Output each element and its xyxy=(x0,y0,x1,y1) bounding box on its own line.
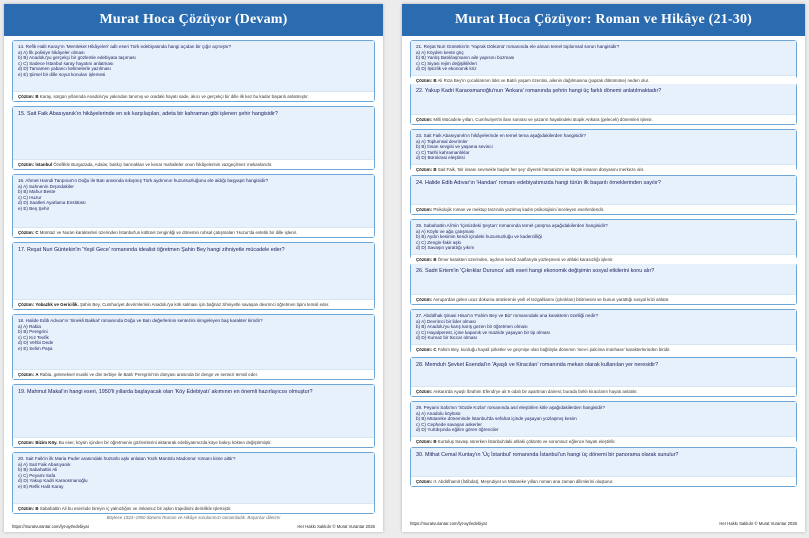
question-text: 30. Mithat Cemal Kuntay'ın 'Üç İstanbul' romanında İstanbul'un hangi üç dönemi bir panorama olarak sunulur? xyxy=(411,448,796,476)
solution-label: Çözüm: xyxy=(18,161,35,167)
question-card xyxy=(410,447,797,487)
solution-key: B xyxy=(35,505,39,511)
solution-label: Çözüm: xyxy=(18,93,35,99)
solution-label: Çözüm: xyxy=(416,116,433,122)
solution-text: Fahim Bey, kurduğu hayali şirketler ve geçmişe olan bağlılıyla dönemin 'mev-i palcima münhase' karakterlerinden biridir. xyxy=(437,346,671,352)
question-card xyxy=(410,40,797,83)
question-text: 18. Halide Edib Adıvar'ın 'Sinekli Bakkal' romanında Doğu ve Batı değerlerinin sentezini simgeleyen baş karakter kimdir? a) A) Rabia b) B) Peregrini c) C) Kız Tevfik d) D) Vehbi Dede e) E) Selim Paşa xyxy=(13,315,374,369)
solution-key: Bizim Köy. xyxy=(35,439,58,445)
solution-label: Çözüm: xyxy=(416,478,433,484)
question-text: 15. Sait Faik Abasıyanık'ın hikâyelerinde en sık karşılaşılan, adeta bir kahraman gibi işlenen şehir hangisidir? xyxy=(13,107,374,159)
question-card xyxy=(12,242,375,310)
solution-label: Çözüm: xyxy=(416,438,433,444)
solution xyxy=(13,503,374,513)
solution-text: Avrupa'dan gelen ucuz dokuma ürünlerinin yerli el tezgahlarını (çıkrıkları) bitirmesini ve bunun yarattığı sosyal krizi anlatır. xyxy=(433,296,670,302)
solution-text: Sabahattin Ali bu eserinde bireyin iç yalnızlığını ve imkansız bir aşkın trajedisini derinlikle işlemiştir. xyxy=(39,505,232,511)
question-card xyxy=(410,401,797,443)
question-card xyxy=(12,106,375,170)
footer-copyright: Her Hakkı Saklıdır © Murat Vurantar 2026 xyxy=(719,521,797,526)
solution-key: B xyxy=(433,256,437,262)
solution-key: B xyxy=(433,77,437,83)
question-card xyxy=(12,452,375,514)
solution-key: B xyxy=(433,438,437,444)
solution-label: Çözüm: xyxy=(18,371,35,377)
solution-text: Mümtaz ve Nuran karakterleri üzerinden İstanbul'un kültürel zenginliği ve dönemin ruhsal çatışmaları 'Huzur'da estetik bir dille işlenir. xyxy=(39,229,298,235)
page-title: Murat Hoca Çözüyor: Roman ve Hikâye (21-30) xyxy=(402,4,805,36)
question-card xyxy=(12,40,375,102)
solution-text: Şahin Bey, Cumhuriyet devrimlerinin Anadolu'ya kök salması için bağnaz zihniyetle savaşan devrimci öğretmen tipini temsil eder. xyxy=(79,301,330,307)
solution-key: B xyxy=(35,93,39,99)
solution xyxy=(411,386,796,396)
question-text: 29. Peyami Safa'nın 'Sözde Kızlar' romanında asıl eleştirilen kitle aşağıdakilerden hangisidir? a) A) Anadolu köylüsü b) B) Mütareke döneminde İstanbul'da sefahat içinde yaşayan yozlaşmış kesim c) C) Cephede savaşan askerler d) D) Yurtdışında eğitim gören öğrenciler xyxy=(411,402,796,436)
solution-text: Ankara'da Ayaşlı İbrahim Efendi'ye ait 9 odalı bir apartman dairesi; burada farklı kiracıların hayatı anlatılır. xyxy=(433,388,638,394)
question-text: 23. Sait Faik Abasıyanık'ın hikâyelerinde en temel tema aşağıdakilerden hangisidir? a) A) Toplumsal devrimler b) B) İnsan sevgisi ve yaşama sevinci c) C) Tarihi kahramanlıklar d) D) Bürokrasi eleştirisi xyxy=(411,130,796,164)
card-list xyxy=(402,36,805,487)
question-text: 25. Sabahattin Ali'nin 'İçimizdeki Şeytan' romanında temel çatışma aşağıdakilerden hangisidir? a) A) Köylü ve ağa çatışması b) B) Aydın kesimin kendi içindeki huzursuzluğu ve kadercilliği c) C) Zengin-fakir aşkı d) D) Savaşın yarattığı yıkım xyxy=(411,220,796,254)
solution-label: Çözüm: xyxy=(416,388,433,394)
solution-label: Çözüm: xyxy=(416,256,433,262)
question-card xyxy=(410,83,797,125)
solution-label: Çözüm: xyxy=(416,77,433,83)
question-text: 28. Memduh Şevket Esendal'ın 'Ayaşlı ve Kiracıları' romanında mekan olarak kullanılan yer neresidir? xyxy=(411,358,796,386)
solution-label: Çözüm: xyxy=(416,296,433,302)
solution-text: Özellikle Burgazada, Adalar, balıkçı barınakları ve kenar mahalleler onun hikâyelerinin vazgeçilmez mekanlarıdır. xyxy=(53,161,273,167)
question-card xyxy=(12,384,375,448)
footer xyxy=(410,521,797,526)
solution xyxy=(13,227,374,237)
solution-text: Sait Faik, 'Bir insanı sevmekle başlar her şey' diyerek hümanizmi ve küçük insanın dünyasını merkeze alır. xyxy=(437,166,645,172)
solution xyxy=(411,476,796,486)
question-text: 21. Reşat Nuri Güntekin'in 'Yaprak Dökümü' romanında ele alınan temel toplumsal sorun hangisidir? a) A) Köyden kente göç b) B) Yanlış Batılılaşmanın aile yapısını bozması c) C) Siyasi rejim değişiklikleri d) D) İşsizlik ve ekonomik kriz xyxy=(411,41,796,75)
solution-label: Çözüm: xyxy=(18,505,35,511)
solution xyxy=(411,164,796,174)
solution-text: Ömer karakteri üzerinden, aydının kendi zaaflarıyla yüzleşmesi ve ahlaki karasızlığı işlenir. xyxy=(437,256,614,262)
question-text: 20. Sait Faik'in ilk Maria Puder arasındaki hüzünlü aşkı anlatan 'Kürk Mantolu Madonna' romanı kime aittir? a) A) Sait Faik Abasıyanık b) B) Sabahattin Ali c) C) Peyami Safa d) D) Yakup Kadri Karaosmanoğlu e) E) Refik Halit Karay xyxy=(13,453,374,503)
solution-label: Çözüm: xyxy=(416,166,433,172)
solution xyxy=(13,159,374,169)
solution xyxy=(13,369,374,379)
solution-key: C xyxy=(35,229,39,235)
card-list xyxy=(4,36,383,514)
solution xyxy=(13,437,374,447)
solution-key: Yobazlık ve Gericilik. xyxy=(35,301,79,307)
question-text: 14. Refik Halit Karay'ın 'Memleket Hikâyeleri' adlı eseri Türk edebiyatında hangi açıdan bir çığır açmıştır? a) A) İlk polisiye hikâyeler olması b) B) Anadolu'yu gerçekçi bir gözlemle edebiyata taşıması c) C) Sadece İstanbul saray hayatını anlatması d) D) Tamamen yabancı kelimelerle yazılması e) E) Şiirsel bir dille soyut konuları işlemesi xyxy=(13,41,374,91)
solution xyxy=(411,436,796,446)
solution-text: Bu eser, köyün içinden bir öğretmenin gözlemlerini aktararak edebiyatımızda köye bakışı kökten değiştirmiştir. xyxy=(58,439,272,445)
footer-url[interactable]: https://muratvurantar.com/lyt-ayt/edebiyat xyxy=(12,524,89,529)
solution xyxy=(411,114,796,124)
solution-label: Çözüm: xyxy=(18,301,35,307)
solution-text: Kurtuluş Savaşı sürerken İstanbul'daki ahlaki çöküntü ve sorumsuz eğlence hayatı eleştirilir. xyxy=(437,438,616,444)
page-right xyxy=(402,4,805,532)
question-card xyxy=(410,263,797,305)
solution xyxy=(13,91,374,101)
solution-key: B xyxy=(433,166,437,172)
question-text: 24. Halide Edib Adıvar'ın 'Handan' romanı edebiyatımızda hangi türün ilk başarılı örneklerinden sayılır? xyxy=(411,176,796,204)
solution-text: Ali Rıza Bey'in çocuklarının lüks ve Batılı yaşam özentisi, ailenin dağılmasına (yaprak dökümüne) neden olur. xyxy=(437,77,650,83)
solution-label: Çözüm: xyxy=(18,229,35,235)
solution-text: Rabia, geleneksel musiki ve dini terbiye ile Batılı Peregrini'nin dünyası arasında bir denge ve sentezi temsil eder. xyxy=(39,371,259,377)
solution-text: Psikolojik roman ve mektup tarzında yazılmış kadın psikolojisini inceleyen eserlerdendir. xyxy=(433,206,605,212)
solution-label: Çözüm: xyxy=(416,206,433,212)
solution xyxy=(411,344,796,354)
footer-url[interactable]: https://muratvurantar.com/lyt-ayt/edebiyat xyxy=(410,521,487,526)
question-text: 22. Yakup Kadri Karaosmanoğlu'nun 'Ankara' romanında şehrin hangi üç farklı dönemi anlatılmaktadır? xyxy=(411,84,796,114)
solution xyxy=(411,294,796,304)
solution-text: Milli Mücadele yılları, Cumhuriyet'in ilanı sonrası ve yazarın hayalindeki ütopik Ankara (gelecek) dönemleri işlenir. xyxy=(433,116,653,122)
solution-key: C xyxy=(433,346,437,352)
solution-label: Çözüm: xyxy=(416,346,433,352)
question-card xyxy=(410,309,797,353)
question-card xyxy=(410,129,797,171)
question-text: 19. Mahmut Makal'ın hangi eseri, 1950'li yıllarda başlayacak olan 'Köy Edebiyatı' akımının en önemli hazırlayıcısı olmuştur? xyxy=(13,385,374,437)
solution-label: Çözüm: xyxy=(18,439,35,445)
question-card xyxy=(410,175,797,215)
solution-text: II. Abdülhamit (İstibdat), Meşrutiyet ve Mütareke yılları roman ana zaman dilimlerini oluşturur. xyxy=(433,478,614,484)
solution-key: A xyxy=(35,371,39,377)
footer-copyright: Her Hakkı Saklıdır © Murat Vurantar 2026 xyxy=(297,524,375,529)
closing-note: Böylece 1923–1950 dönemi Roman ve Hikâye sorularımızı tamamladık. Başarılar dilerim! xyxy=(106,515,281,520)
solution-key: İstanbul xyxy=(35,161,53,167)
question-text: 16. Ahmet Hamdi Tanpınar'ın Doğu ile Batı arasında sıkışmış Türk aydınının huzursuzluğunu ele aldığı başyapıt hangisidir? a) A) Sahnenin Dışındakiler b) B) Mahur Beste c) C) Huzur d) D) Saatleri Ayarlama Enstitüsü e) E) Beş Şehir xyxy=(13,175,374,227)
page-left xyxy=(4,4,383,532)
footer xyxy=(12,524,375,529)
question-card xyxy=(12,314,375,380)
question-card xyxy=(12,174,375,238)
question-card xyxy=(410,219,797,262)
solution xyxy=(13,299,374,309)
question-card xyxy=(410,357,797,397)
solution-text: Karay, sürgün yıllarında Anadolu'yu yakından tanımış ve oradaki hayatı sade, akıcı ve gerçekçi bir dille ilk kez bu kadar başarılı anlatmıştır. xyxy=(39,93,309,99)
question-text: 27. Abdülhak Şinasi Hisar'ın 'Fahim Bey ve Biz' romanındaki ana karakterin özelliği nedir? a) A) Devrimci bir lider olması b) B) Anadolu'yu karış karış gezen bir öğretmen olması c) C) Hayalperest, içine kapanık ve maziide yaşayan bir tip olması d) D) Kurnaz bir tüccar olması xyxy=(411,310,796,344)
question-text: 26. Sadri Ertem'in 'Çıkrıklar Durunca' adlı eseri hangi ekonomik değişimin sosyal etkilerini konu alır? xyxy=(411,264,796,294)
solution xyxy=(411,204,796,214)
question-text: 17. Reşat Nuri Güntekin'in 'Yeşil Gece' romanında idealist öğretmen Şahin Bey hangi zihniyetle mücadele eder? xyxy=(13,243,374,299)
solution xyxy=(411,254,796,264)
page-title: Murat Hoca Çözüyor (Devam) xyxy=(4,4,383,36)
